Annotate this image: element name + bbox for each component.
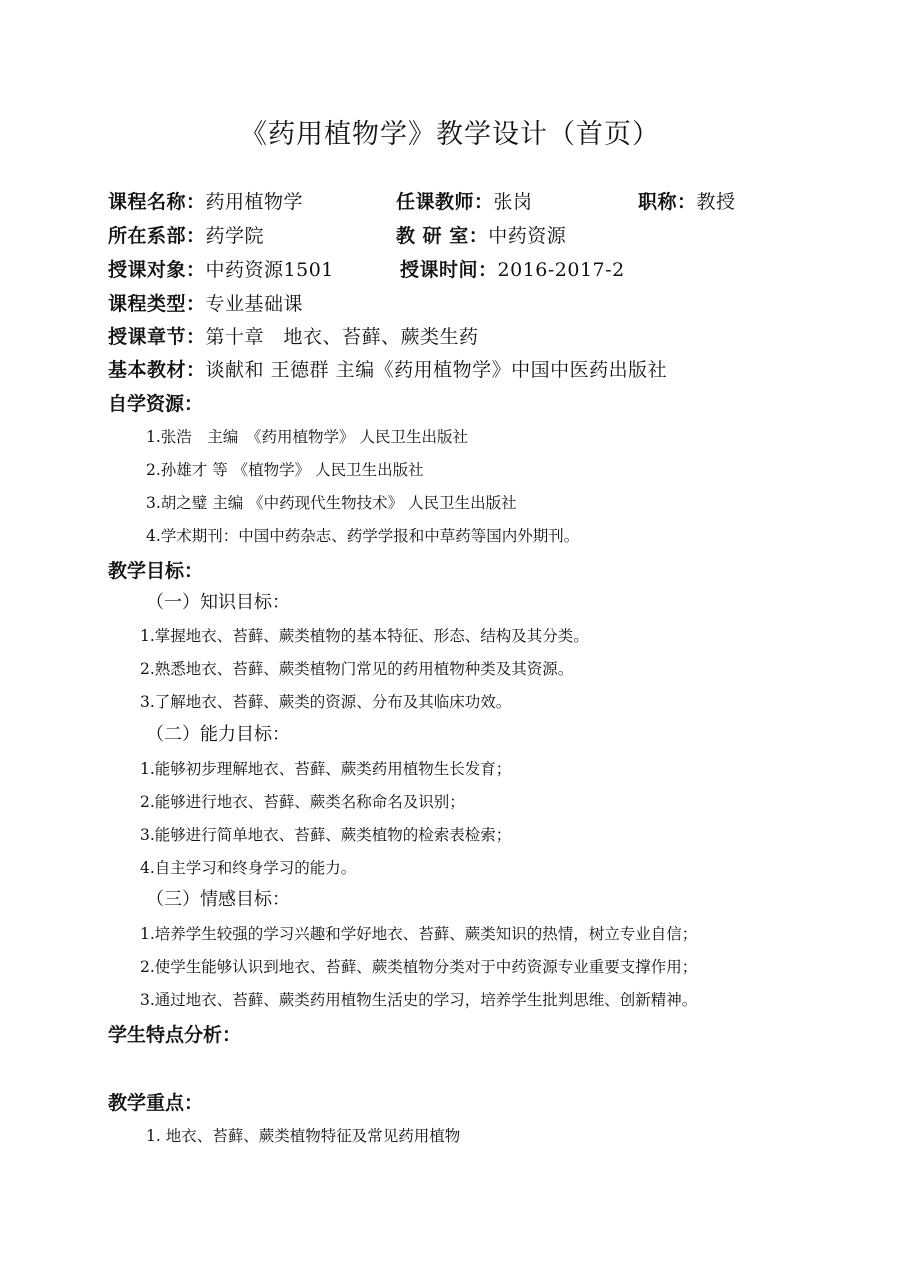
key-point-item: 1. 地衣、苔藓、蕨类植物特征及常见药用植物 xyxy=(146,1127,461,1145)
knowledge-objective-item: 3.了解地衣、苔藓、蕨类的资源、分布及其临床功效。 xyxy=(140,693,512,711)
course-name-row xyxy=(108,187,303,214)
student-analysis-heading: 学生特点分析： xyxy=(108,1024,242,1046)
ability-objectives-heading: （二）能力目标： xyxy=(146,724,290,745)
objectives-heading: 教学目标： xyxy=(108,560,204,582)
knowledge-objective-item: 2.熟悉地衣、苔藓、蕨类植物门常见的药用植物种类及其资源。 xyxy=(140,660,574,678)
office-row xyxy=(396,221,566,248)
ability-objective-item: 2.能够进行地衣、苔藓、蕨类名称命名及识别； xyxy=(140,793,465,811)
course-type-value: 专业基础课 xyxy=(205,293,304,315)
time-row xyxy=(400,255,625,282)
key-points-heading: 教学重点： xyxy=(108,1092,204,1114)
course-type-label: 课程类型： xyxy=(108,293,206,315)
textbook-row xyxy=(108,355,667,382)
department-label: 所在系部： xyxy=(108,225,206,247)
rank-row xyxy=(638,187,736,214)
audience-value: 中药资源1501 xyxy=(205,259,334,281)
document-title: 《药用植物学》教学设计（首页） xyxy=(240,119,660,150)
teacher-value: 张岗 xyxy=(493,191,533,213)
audience-label: 授课对象： xyxy=(108,259,206,281)
teacher-label: 任课教师： xyxy=(396,191,494,213)
rank-value: 教授 xyxy=(696,191,736,213)
ability-objective-item: 4.自主学习和终身学习的能力。 xyxy=(140,859,357,877)
self-study-heading: 自学资源： xyxy=(108,393,204,415)
emotion-objectives-heading: （三）情感目标： xyxy=(146,889,290,910)
course-type-row xyxy=(108,289,303,316)
self-study-item: 3.胡之璧 主编 《中药现代生物技术》 人民卫生出版社 xyxy=(146,494,517,512)
textbook-value: 谈献和 王德群 主编《药用植物学》中国中医药出版社 xyxy=(205,359,668,381)
self-study-item: 4.学术期刊：中国中药杂志、药学学报和中草药等国内外期刊。 xyxy=(146,527,580,545)
course-name-value: 药用植物学 xyxy=(205,191,304,213)
self-study-item: 2.孙雄才 等 《植物学》 人民卫生出版社 xyxy=(146,461,424,479)
course-name-label: 课程名称： xyxy=(108,191,206,213)
chapter-row xyxy=(108,322,479,349)
emotion-objective-item: 1.培养学生较强的学习兴趣和学好地衣、苔藓、蕨类知识的热情，树立专业自信； xyxy=(140,925,698,943)
department-value: 药学院 xyxy=(205,225,265,247)
textbook-label: 基本教材： xyxy=(108,359,206,381)
ability-objective-item: 3.能够进行简单地衣、苔藓、蕨类植物的检索表检索； xyxy=(140,826,512,844)
office-label: 教 研 室： xyxy=(396,225,489,247)
time-value: 2016-2017-2 xyxy=(497,259,625,281)
audience-row xyxy=(108,255,334,282)
teacher-row xyxy=(396,187,533,214)
office-value: 中药资源 xyxy=(488,225,567,247)
emotion-objective-item: 3.通过地衣、苔藓、蕨类药用植物生活史的学习，培养学生批判思维、创新精神。 xyxy=(140,991,698,1009)
chapter-label: 授课章节： xyxy=(108,326,206,348)
chapter-value: 第十章 地衣、苔藓、蕨类生药 xyxy=(205,326,479,348)
knowledge-objectives-heading: （一）知识目标： xyxy=(146,592,290,613)
emotion-objective-item: 2.使学生能够认识到地衣、苔藓、蕨类植物分类对于中药资源专业重要支撑作用； xyxy=(140,958,698,976)
ability-objective-item: 1.能够初步理解地衣、苔藓、蕨类药用植物生长发育； xyxy=(140,760,512,778)
knowledge-objective-item: 1.掌握地衣、苔藓、蕨类植物的基本特征、形态、结构及其分类。 xyxy=(140,627,589,645)
time-label: 授课时间： xyxy=(400,259,498,281)
department-row xyxy=(108,221,264,248)
self-study-item: 1.张浩 主编 《药用植物学》 人民卫生出版社 xyxy=(146,428,468,446)
rank-label: 职称： xyxy=(638,191,697,213)
